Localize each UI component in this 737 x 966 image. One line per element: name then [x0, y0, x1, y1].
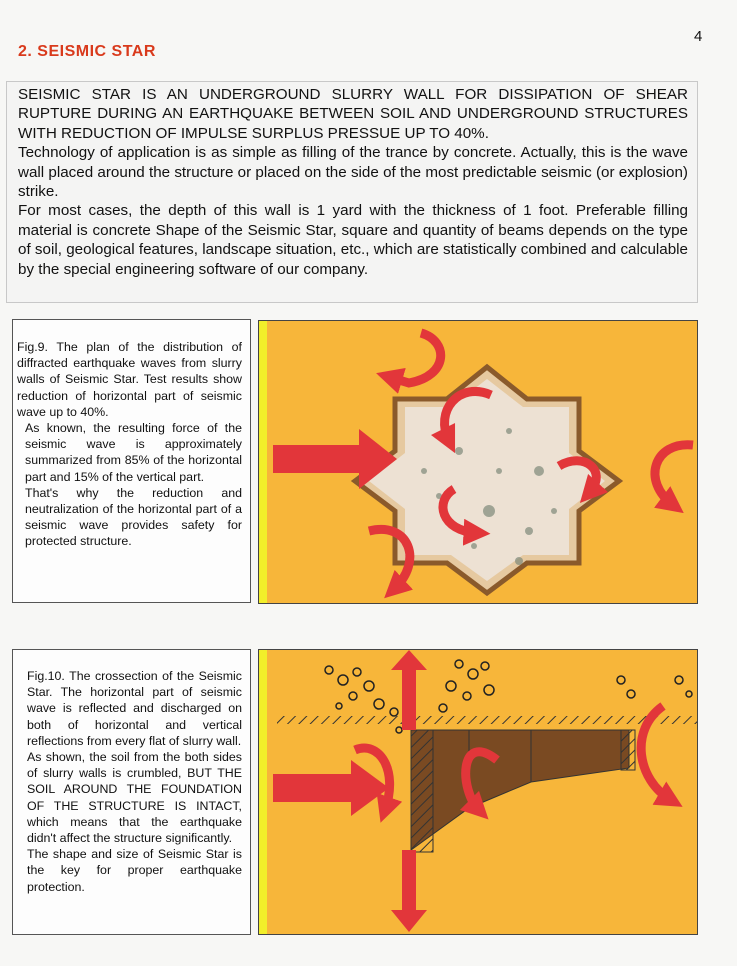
- fig9-seismic-star-plan: [258, 320, 698, 604]
- fig9-caption-paragraph: As known, the resulting force of the seismic wave is approximately summarized from 85% of the horizontal part and 15% of the vertical part.: [25, 421, 242, 484]
- fig10-caption-paragraph: As shown, the soil from the both sides of slurry walls is crumbled, BUT THE SOIL AROUND THE FOUNDATION OF THE STRUCTURE IS INTACT, which means that the earthquake didn't affect the structure significantly.: [27, 750, 242, 846]
- slurry-wall: [621, 730, 635, 770]
- incoming-wave-arrow: [273, 760, 389, 816]
- intro-paragraph: For most cases, the depth of this wall is 1 yard with the thickness of 1 foot. Preferable filling material is concrete Shape of the Seismic Star, square and quantity of beams depends on the type of soil, geological features, landscape situation, etc., which are statistically combined and calculable by the special engineering software of our company.: [18, 202, 688, 278]
- fig10-caption-paragraph: Fig.10. The crossection of the Seismic Star. The horizontal part of seismic wave is reflected and discharged on both of horizontal and vertical reflections from every flat of slurry wall.: [27, 669, 242, 748]
- section-title: 2. SEISMIC STAR: [18, 43, 156, 60]
- vertical-down-arrow: [391, 850, 427, 932]
- slurry-wall: [411, 730, 433, 852]
- fig10-seismic-star-crossection: [258, 649, 698, 935]
- fig10-caption-paragraph: The shape and size of Seismic Star is the key for proper earthquake protection.: [27, 847, 242, 894]
- page-number: 4: [694, 28, 703, 45]
- fig10-caption: [12, 649, 251, 935]
- ground-surface: [277, 716, 697, 724]
- intro-text-box: [6, 81, 698, 303]
- fig9-caption: [12, 319, 251, 603]
- intro-paragraph: SEISMIC STAR IS AN UNDERGROUND SLURRY WALL FOR DISSIPATION OF SHEAR RUPTURE DURING AN EARTHQUAKE BETWEEN SOIL AND UNDERGROUND STRUCTURES WITH REDUCTION OF IMPULSE SURPLUS PRESSUE UP TO 40%.: [18, 86, 688, 142]
- intro-paragraph: Technology of application is as simple as filling of the trance by concrete. Actually, this is the wave wall placed around the structure or placed on the side of the most predictable seismic (or explosion) strike.: [18, 144, 688, 201]
- fig9-caption-paragraph: Fig.9. The plan of the distribution of diffracted earthquake waves from slurry walls of Seismic Star. Test results show reduction of horizontal part of seismic wave up to 40%.: [17, 340, 242, 419]
- structure-foundation: [411, 730, 629, 850]
- fig9-caption-paragraph: That's why the reduction and neutralization of the horizontal part of a seismic wave provides safety for protected structure.: [25, 485, 242, 549]
